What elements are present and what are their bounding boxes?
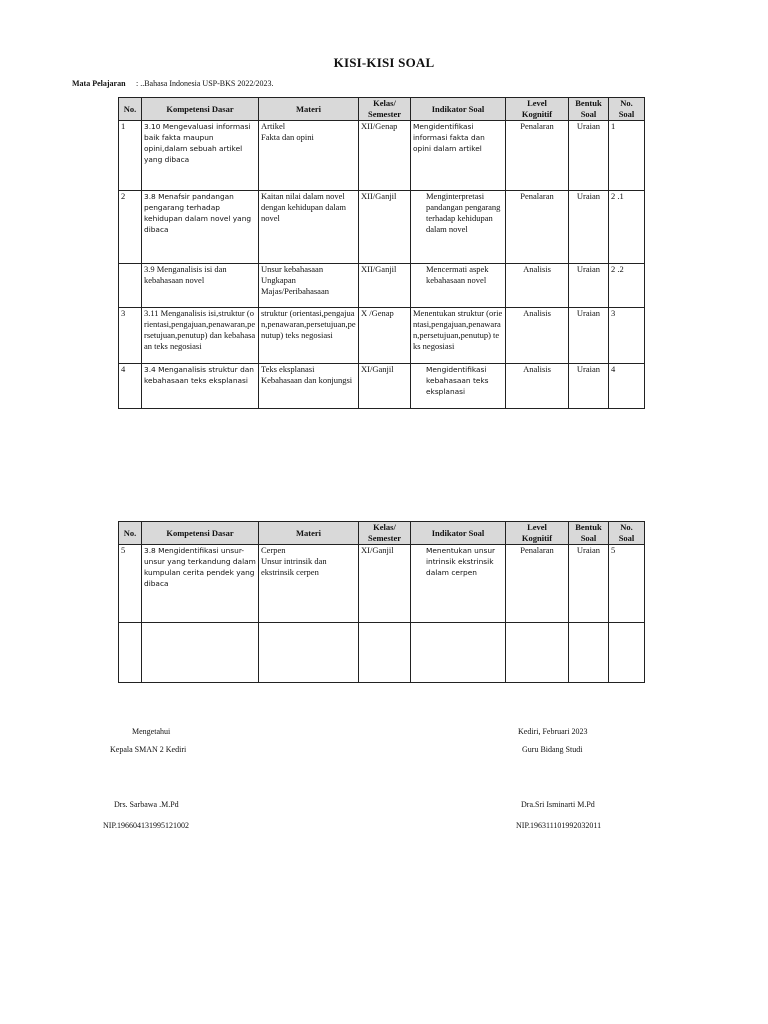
sig-right-line2: Guru Bidang Studi <box>522 745 583 754</box>
cell-bentuk: Uraian <box>569 121 609 191</box>
cell-nosoal: 2 .2 <box>609 264 645 308</box>
table-row <box>119 308 645 364</box>
cell-level: Penalaran <box>506 121 569 191</box>
cell-kelas: XII/Ganjil <box>359 191 411 264</box>
header-bentuk: Bentuk Soal <box>569 522 609 545</box>
header-indikator: Indikator Soal <box>411 98 506 121</box>
header-kompetensi: Kompetensi Dasar <box>142 98 259 121</box>
cell-no: 1 <box>119 121 142 191</box>
cell-bentuk: Uraian <box>569 308 609 364</box>
sig-left-nip: NIP.196604131995121002 <box>103 821 190 830</box>
table-header-row <box>119 98 645 121</box>
cell-empty <box>569 623 609 683</box>
cell-kelas: XII/Genap <box>359 121 411 191</box>
sig-left-line1: Mengetahui <box>132 727 171 736</box>
cell-bentuk: Uraian <box>569 364 609 409</box>
cell-no: 3 <box>119 308 142 364</box>
cell-indikator: Mengidentifikasi kebahasaan teks eksplanasi <box>411 364 506 409</box>
cell-kompetensi: 3.4 Menganalisis struktur dan kebahasaan teks eksplanasi <box>142 364 259 409</box>
cell-empty <box>142 623 259 683</box>
cell-nosoal: 5 <box>609 545 645 623</box>
header-materi: Materi <box>259 98 359 121</box>
header-no: No. <box>119 98 142 121</box>
sig-right-name: Dra.Sri Isminarti M.Pd <box>521 800 595 809</box>
table-row <box>119 364 645 409</box>
kisi-table-2 <box>118 521 645 683</box>
cell-materi: Artikel Fakta dan opini <box>259 121 359 191</box>
subject-value: : ..Bahasa Indonesia USP-BKS 2022/2023. <box>136 79 274 88</box>
cell-materi: Unsur kebahasaan Ungkapan Majas/Peribahasaan <box>259 264 359 308</box>
cell-indikator: Menentukan unsur intrinsik ekstrinsik dalam cerpen <box>411 545 506 623</box>
cell-indikator: Menentukan struktur (orientasi,pengajuan,penawaran,persetujuan,penutup) teks negosiasi <box>411 308 506 364</box>
header-kelas: Kelas/ Semester <box>359 98 411 121</box>
document-title: KISI-KISI SOAL <box>333 55 435 70</box>
sig-left-line2: Kepala SMAN 2 Kediri <box>110 745 187 754</box>
cell-kompetensi: 3.8 Menafsir pandangan pengarang terhadap kehidupan dalam novel yang dibaca <box>142 191 259 264</box>
subject-line <box>72 79 274 88</box>
header-kompetensi: Kompetensi Dasar <box>142 522 259 545</box>
cell-empty <box>119 623 142 683</box>
sig-right-nip: NIP.196311101992032011 <box>516 821 602 830</box>
cell-level: Penalaran <box>506 545 569 623</box>
cell-no <box>119 264 142 308</box>
cell-empty <box>506 623 569 683</box>
header-level: Level Kognitif <box>506 522 569 545</box>
cell-kelas: XI/Ganjil <box>359 545 411 623</box>
header-materi: Materi <box>259 522 359 545</box>
cell-kompetensi: 3.11 Menganalisis isi,struktur (orientasi,pengajuan,penawaran,persetujuan,penutup) dan kebahasaan teks negosiasi <box>142 308 259 364</box>
cell-no: 2 <box>119 191 142 264</box>
sig-left-name: Drs. Sarbawa .M.Pd <box>114 800 179 809</box>
cell-kelas: XII/Ganjil <box>359 264 411 308</box>
cell-empty <box>609 623 645 683</box>
cell-level: Analisis <box>506 364 569 409</box>
cell-bentuk: Uraian <box>569 264 609 308</box>
cell-nosoal: 3 <box>609 308 645 364</box>
cell-nosoal: 2 .1 <box>609 191 645 264</box>
cell-indikator: Mengidentifikasi informasi fakta dan opini dalam artikel <box>411 121 506 191</box>
cell-indikator: Menginterpretasi pandangan pengarang terhadap kehidupan dalam novel <box>411 191 506 264</box>
cell-materi: struktur (orientasi,pengajuan,penawaran,persetujuan,penutup) teks negosiasi <box>259 308 359 364</box>
table-row <box>119 121 645 191</box>
cell-no: 5 <box>119 545 142 623</box>
kisi-table-1 <box>118 97 645 409</box>
cell-bentuk: Uraian <box>569 191 609 264</box>
cell-level: Analisis <box>506 264 569 308</box>
table-row <box>119 191 645 264</box>
cell-no: 4 <box>119 364 142 409</box>
cell-kompetensi: 3.10 Mengevaluasi informasi baik fakta maupun opini,dalam sebuah artikel yang dibaca <box>142 121 259 191</box>
cell-nosoal: 4 <box>609 364 645 409</box>
header-bentuk: Bentuk Soal <box>569 98 609 121</box>
cell-empty <box>259 623 359 683</box>
subject-label: Mata Pelajaran <box>72 79 126 88</box>
cell-level: Penalaran <box>506 191 569 264</box>
table-row <box>119 264 645 308</box>
cell-empty <box>359 623 411 683</box>
cell-materi: Kaitan nilai dalam novel dengan kehidupan dalam novel <box>259 191 359 264</box>
table-row-empty <box>119 623 645 683</box>
cell-bentuk: Uraian <box>569 545 609 623</box>
table-header-row <box>119 522 645 545</box>
cell-materi: Cerpen Unsur intrinsik dan ekstrinsik cerpen <box>259 545 359 623</box>
cell-kelas: X /Genap <box>359 308 411 364</box>
cell-kompetensi: 3.8 Mengidentifikasi unsur-unsur yang terkandung dalam kumpulan cerita pendek yang dibaca <box>142 545 259 623</box>
header-kelas: Kelas/ Semester <box>359 522 411 545</box>
header-indikator: Indikator Soal <box>411 522 506 545</box>
header-nosoal: No. Soal <box>609 98 645 121</box>
sig-right-line1: Kediri, Februari 2023 <box>518 727 588 736</box>
cell-nosoal: 1 <box>609 121 645 191</box>
cell-kompetensi: 3.9 Menganalisis isi dan kebahasaan novel <box>142 264 259 308</box>
cell-kelas: XI/Ganjil <box>359 364 411 409</box>
header-no: No. <box>119 522 142 545</box>
cell-empty <box>411 623 506 683</box>
cell-materi: Teks eksplanasi Kebahasaan dan konjungsi <box>259 364 359 409</box>
cell-level: Analisis <box>506 308 569 364</box>
cell-indikator: Mencermati aspek kebahasaan novel <box>411 264 506 308</box>
header-level: Level Kognitif <box>506 98 569 121</box>
header-nosoal: No. Soal <box>609 522 645 545</box>
table-row <box>119 545 645 623</box>
